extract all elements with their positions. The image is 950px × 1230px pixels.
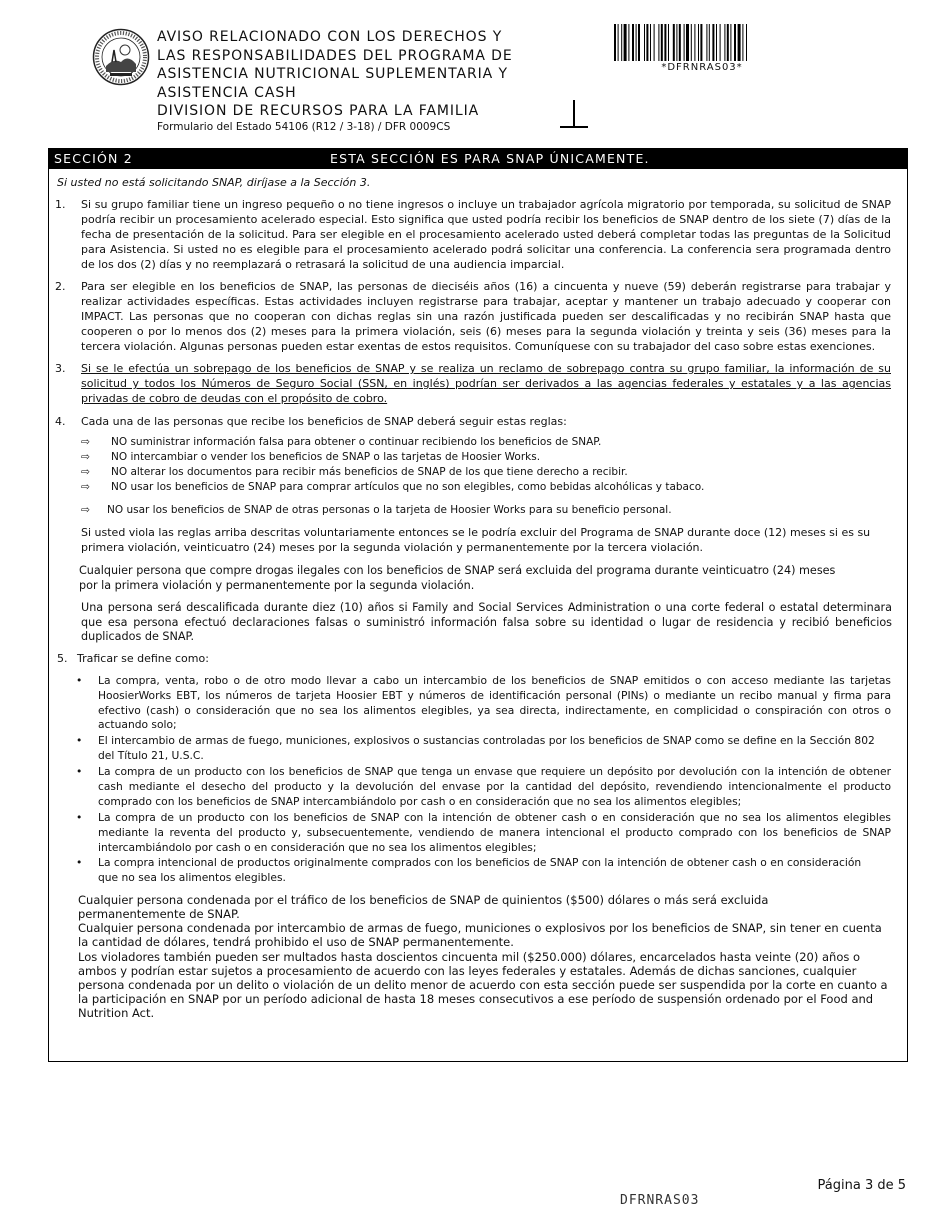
bullet-item [76,734,878,764]
rule-text: NO alterar los documentos para recibir más beneficios de SNAP de los que tiene derecho a recibir. [111,466,628,478]
arrow-icon: ⇨ [81,451,90,463]
closing-paragraph: Los violadores también pueden ser multados hasta doscientos cincuenta mil ($250.000) dólares, encarcelados hasta veinte (20) años o ambos y podrían estar sujetos a procesamiento de acuerdo con las leyes federales y estatales. Además de dichas sanciones, cualquier persona condenada por un delito o violación de un delito menor de acuerdo con esta sección puede ser suspendida por la corte en cuanto a la participación en SNAP por un período adicional de hasta 18 meses consecutivos a ese período de suspensión ordenado por el Food and Nutrition Act. [78,950,888,1020]
bullet-item [76,856,873,886]
section-intro: Si usted no está solicitando SNAP, diríjase a la Sección 3. [57,176,371,189]
title-line: DIVISION DE RECURSOS PARA LA FAMILIA [157,103,480,119]
item-number: 1. [55,198,66,211]
title-line: ASISTENCIA NUTRICIONAL SUPLEMENTARIA Y [157,66,508,82]
item-number: 2. [55,280,66,293]
item-number: 3. [55,362,66,375]
bullet-icon: • [76,856,83,869]
bullet-item [76,811,891,855]
title-line: AVISO RELACIONADO CON LOS DERECHOS Y [157,29,503,45]
bullet-item [76,674,891,733]
form-title [157,28,557,121]
alignment-mark [560,100,588,130]
arrow-icon: ⇨ [81,481,90,493]
item-text: Cada una de las personas que recibe los beneficios de SNAP deberá seguir estas reglas: [81,415,567,428]
bullet-icon: • [76,765,83,778]
rule-item [81,465,628,480]
bullet-text: El intercambio de armas de fuego, municiones, explosivos o sustancias controladas por los beneficios de SNAP como se define en la Sección 802 del Título 21, U.S.C. [98,734,875,762]
item-text: Traficar se define como: [77,652,209,665]
section-header-bar [48,148,908,169]
arrow-icon: ⇨ [81,466,90,478]
state-seal-icon [92,28,150,86]
bullet-text: La compra de un producto con los beneficios de SNAP que tenga un envase que requiere un depósito por devolución con la intención de obtener cash mediante el desecho del producto y la devolución del envase por la cantidad del depósito, revendiendo intencionalmente el producto comprado con los beneficios de SNAP intercambiándolo por cash o en consideración que no sea los alimentos elegibles; [98,765,891,808]
rule-text: NO suministrar información falsa para obtener o continuar recibiendo los beneficios de SNAP. [111,436,602,448]
rule-text: NO usar los beneficios de SNAP para comprar artículos que no son elegibles, como bebidas alcohólicas y tabaco. [111,481,705,493]
rule-item [81,503,672,518]
closing-paragraph: Cualquier persona condenada por el tráfico de los beneficios de SNAP de quinientos ($500) dólares o más será excluida permanentemente de SNAP. [78,893,769,921]
barcode-text: *DFRNRAS03* [661,62,743,73]
rule-text: NO usar los beneficios de SNAP de otras personas o la tarjeta de Hoosier Works para su beneficio personal. [107,504,672,516]
bullet-icon: • [76,674,83,687]
bullet-icon: • [76,734,83,747]
item-text: Si se le efectúa un sobrepago de los beneficios de SNAP y se realiza un reclamo de sobrepago contra su grupo familiar, la información de su solicitud y todos los Números de Seguro Social (SSN, en inglés) podrían ser derivados a las agencias federales y estatales y a las agencias privadas de cobro de deudas con el propósito de cobro. [81,362,891,405]
rule-item [81,450,540,465]
bullet-item [76,765,891,809]
page-number: Página 3 de 5 [817,1178,906,1193]
title-line: ASISTENCIA CASH [157,84,297,101]
rule-item [81,480,704,495]
bullet-text: La compra, venta, robo o de otro modo llevar a cabo un intercambio de los beneficios de SNAP emitidos o con acceso mediante las tarjetas HoosierWorks EBT, los números de tarjeta Hoosier EBT y números de identificación personal (PINs) o mediante un recibo manual y firma para efectivo (cash) o consideración que no sea los alimentos elegibles, ya sea directa, indirectamente, en complicidad o conspiración con otros o actuando solo; [98,674,891,732]
form-number: Formulario del Estado 54106 (R12 / 3-18) / DFR 0009CS [157,121,451,133]
section-label: SECCIÓN 2 [54,151,133,166]
item-text: Si su grupo familiar tiene un ingreso pequeño o no tiene ingresos o incluye un trabajador agrícola migratorio por temporada, su solicitud de SNAP podría recibir un procesamiento acelerado especial. Esto significa que usted podría recibir los beneficios de SNAP dentro de los siete (7) días de la fecha de presentación de la solicitud. Para ser elegible en el procesamiento acelerado usted deberá completar todas las preguntas de la Solicitud para Asistencia. Si usted no es elegible para el procesamiento acelerado podrá solicitar una conferencia. La conferencia sera programada dentro de los dos (2) días y no reemplazará o retrasará la solicitud de una audiencia imparcial. [81,198,891,271]
item-number: 4. [55,415,66,428]
rule-item [81,435,601,450]
rule-text: NO intercambiar o vender los beneficios de SNAP o las tarjetas de Hoosier Works. [111,451,541,463]
bullet-text: La compra de un producto con los beneficios de SNAP con la intención de obtener cash o en consideración que no sea los alimentos elegibles mediante la reventa del producto y, subsecuentemente, vendiendo de manera intencional el producto comprado con los beneficios de SNAP intercambiándolo por cash o en consideración que no sea los alimentos elegibles; [98,811,891,854]
item-number: 5. [57,652,68,665]
item4-paragraph: Cualquier persona que compre drogas ilegales con los beneficios de SNAP será excluida del programa durante veinticuatro (24) meses por la primera violación y permanentemente por la segunda violación. [79,564,836,592]
bullet-icon: • [76,811,83,824]
arrow-icon: ⇨ [81,436,90,448]
form-code-footer: DFRNRAS03 [620,1193,700,1208]
item4-paragraph: Una persona será descalificada durante diez (10) años si Family and Social Services Administration o una corte federal o estatal determinara que esa persona efectuó declaraciones falsas o suministró información falsa sobre su identidad o lugar de residencia y recibió beneficios duplicados de SNAP. [81,601,892,643]
arrow-icon: ⇨ [81,504,90,516]
barcode [614,24,790,61]
item4-paragraph: Si usted viola las reglas arriba descritas voluntariamente entonces se le podría excluir del Programa de SNAP durante doce (12) meses si es su primera violación, veinticuatro (24) meses por la segunda violación y permanentemente por la tercera violación. [81,526,871,554]
section-title: ESTA SECCIÓN ES PARA SNAP ÚNICAMENTE. [330,151,650,166]
bullet-text: La compra intencional de productos originalmente comprados con los beneficios de SNAP con la intención de obtener cash o en consideración que no sea los alimentos elegibles. [98,856,862,884]
title-line: LAS RESPONSABILIDADES DEL PROGRAMA DE [157,47,513,64]
item-text: Para ser elegible en los beneficios de SNAP, las personas de dieciséis años (16) a cincuenta y nueve (59) deberán registrarse para trabajar y realizar actividades específicas. Estas actividades incluyen registrarse para trabajar, aceptar y mantener un trabajo adecuado y cooperar con IMPACT. Las personas que no cooperan con dichas reglas sin una razón justificada pueden ser descalificadas y no recibirán SNAP hasta que cooperen o por lo menos dos (2) meses para la primera violación, seis (6) meses para la segunda violación y treinta y seis (36) meses para la tercera violación. Algunas personas pueden estar exentas de estos requisitos. Comuníquese con su trabajador del caso sobre estas exenciones. [81,280,891,353]
closing-paragraph: Cualquier persona condenada por intercambio de armas de fuego, municiones o explosivos por los beneficios de SNAP, sin tener en cuenta la cantidad de dólares, tendrá prohibido el uso de SNAP permanentemente. [78,921,882,949]
